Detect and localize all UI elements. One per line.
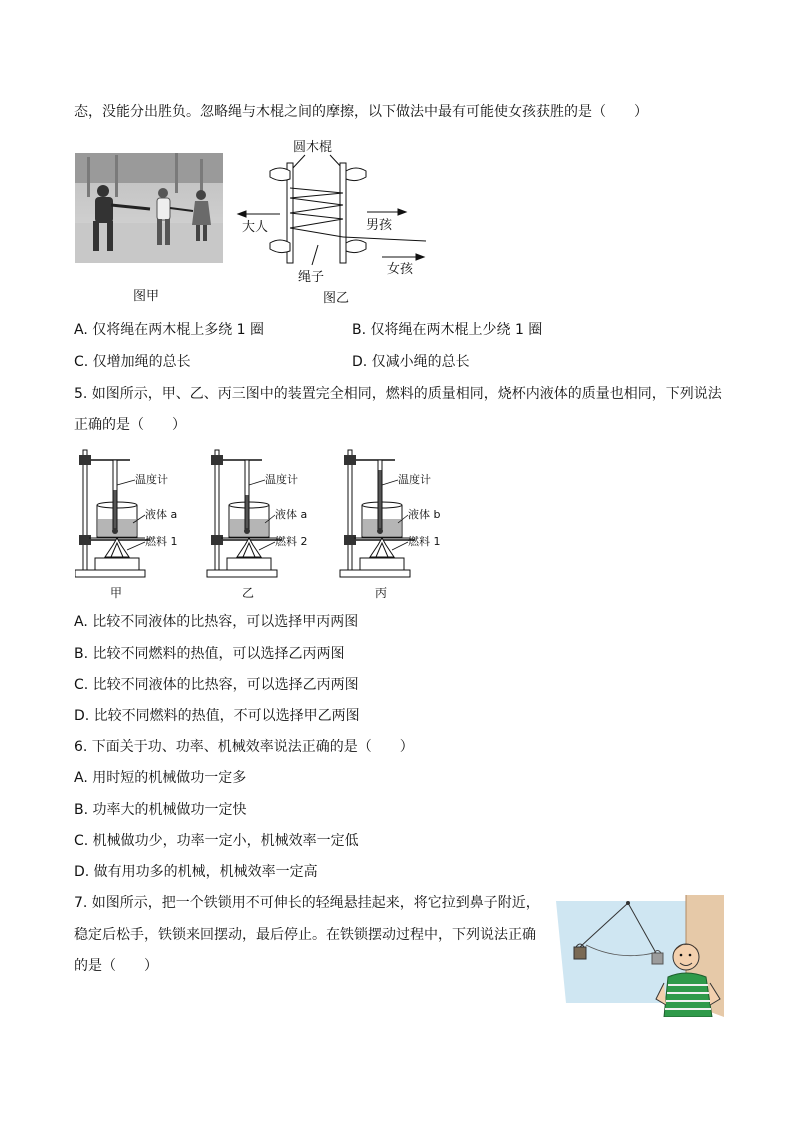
q4-option-a: A. 仅将绳在两木棍上多绕 1 圈 bbox=[74, 322, 265, 338]
q4-figure-yi-caption: 图乙 bbox=[323, 291, 350, 306]
q4-figure-jia bbox=[75, 153, 223, 267]
q6-option-b: B. 功率大的机械做功一定快 bbox=[74, 802, 247, 818]
q4-option-d: D. 仅减小绳的总长 bbox=[352, 354, 470, 370]
rig2-liquid-label: 液体 a bbox=[275, 508, 308, 521]
q5-figures bbox=[75, 445, 455, 609]
tug-of-war-photo bbox=[75, 153, 223, 263]
q5-stem-line2: 正确的是（ ） bbox=[74, 417, 186, 433]
rig3-liquid-label: 液体 b bbox=[408, 508, 441, 521]
rig1-liquid-label: 液体 a bbox=[145, 508, 178, 521]
q4-figure-jia-caption: 图甲 bbox=[133, 289, 160, 304]
rig1-caption: 甲 bbox=[110, 586, 123, 600]
rig3-thermometer-label: 温度计 bbox=[398, 473, 431, 486]
label-boy: 男孩 bbox=[366, 218, 393, 233]
q4-option-c: C. 仅增加绳的总长 bbox=[74, 354, 191, 370]
label-stick: 圆木棍 bbox=[293, 140, 333, 155]
rope-stick-diagram bbox=[230, 133, 440, 293]
q6-option-c: C. 机械做功少，功率一定小，机械效率一定低 bbox=[74, 833, 359, 849]
pendulum-lock-illustration bbox=[556, 895, 724, 1017]
q5-option-c: C. 比较不同液体的比热容，可以选择乙丙两图 bbox=[74, 677, 359, 693]
q4-stem-tail: 态，没能分出胜负。忽略绳与木棍之间的摩擦，以下做法中最有可能使女孩获胜的是（ ） bbox=[74, 104, 648, 120]
rig3-fuel-label: 燃料 1 bbox=[408, 535, 441, 548]
q6-option-a: A. 用时短的机械做功一定多 bbox=[74, 770, 247, 786]
q4-figure-yi bbox=[230, 133, 440, 297]
q5-option-b: B. 比较不同燃料的热值，可以选择乙丙两图 bbox=[74, 646, 345, 662]
rig2-thermometer-label: 温度计 bbox=[265, 473, 298, 486]
label-girl: 女孩 bbox=[387, 262, 414, 277]
q6-stem: 6. 下面关于功、功率、机械效率说法正确的是（ ） bbox=[74, 739, 414, 755]
q7-stem-line3: 的是（ ） bbox=[74, 958, 158, 974]
q5-stem-line1: 5. 如图所示，甲、乙、丙三图中的装置完全相同，燃料的质量相同，烧杯内液体的质量也相同，下列说法 bbox=[74, 386, 722, 402]
heating-apparatus-set bbox=[75, 445, 455, 605]
label-rope: 绳子 bbox=[298, 270, 325, 285]
lock-ghost-icon bbox=[652, 951, 663, 965]
q7-stem-line1: 7. 如图所示，把一个铁锁用不可伸长的轻绳悬挂起来，将它拉到鼻子附近， bbox=[74, 895, 540, 911]
rig2-caption: 乙 bbox=[242, 586, 255, 600]
rig1-fuel-label: 燃料 1 bbox=[145, 535, 178, 548]
q5-option-a: A. 比较不同液体的比热容，可以选择甲丙两图 bbox=[74, 614, 359, 630]
q7-stem-line2: 稳定后松手，铁锁来回摆动，最后停止。在铁锁摆动过程中，下列说法正确 bbox=[74, 927, 536, 943]
rig2-fuel-label: 燃料 2 bbox=[275, 535, 308, 548]
rig3-caption: 丙 bbox=[375, 586, 388, 600]
q7-figure bbox=[556, 895, 724, 1021]
q5-option-d: D. 比较不同燃料的热值，不可以选择甲乙两图 bbox=[74, 708, 360, 724]
q4-option-b: B. 仅将绳在两木棍上少绕 1 圈 bbox=[352, 322, 543, 338]
rig1-thermometer-label: 温度计 bbox=[135, 473, 168, 486]
label-adult: 大人 bbox=[242, 220, 269, 235]
q6-option-d: D. 做有用功多的机械，机械效率一定高 bbox=[74, 864, 318, 880]
